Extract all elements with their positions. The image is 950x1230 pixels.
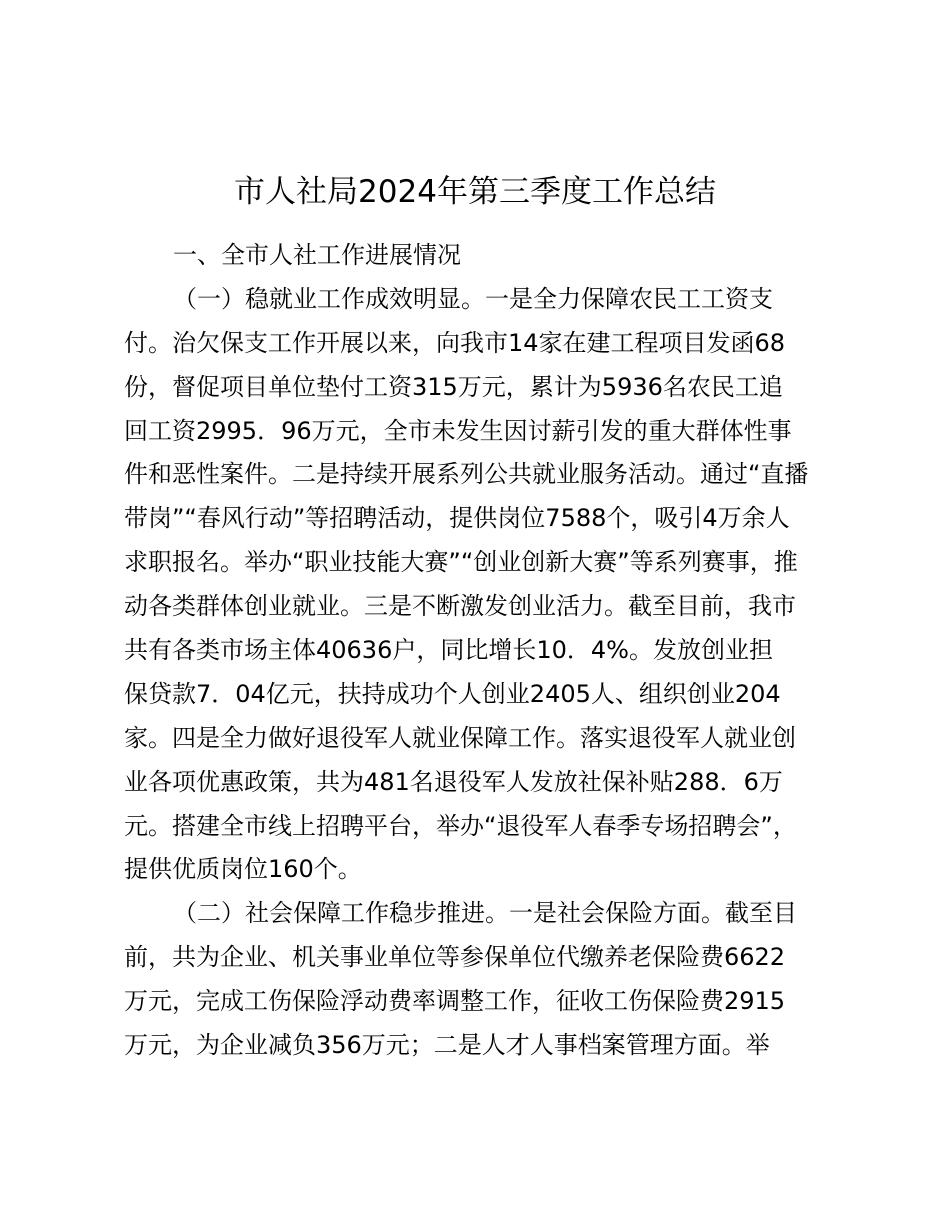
paragraph-line: 共有各类市场主体40636户，同比增长10．4%。发放创业担 [124, 636, 773, 665]
section-heading: 一、全市人社工作进展情况 [173, 241, 461, 269]
paragraph-line: 份，督促项目单位垫付工资315万元，累计为5936名农民工追 [124, 372, 783, 401]
paragraph-line: 求职报名。举办“职业技能大赛”“创业创新大赛”等系列赛事，推 [124, 548, 798, 577]
paragraph-social-security [124, 894, 836, 1070]
document-title: 市人社局2024年第三季度工作总结 [234, 174, 716, 210]
paragraph-line: 元。搭建全市线上招聘平台，举办“退役军人春季专场招聘会”， [124, 811, 797, 840]
paragraph-line: 保贷款7．04亿元，扶持成功个人创业2405人、组织创业204 [124, 679, 781, 708]
paragraph-line: 付。治欠保支工作开展以来，向我市14家在建工程项目发函68 [124, 328, 786, 357]
paragraph-line: 带岗”“春风行动”等招聘活动，提供岗位7588个，吸引4万余人 [124, 504, 790, 533]
paragraph-line: （一）稳就业工作成效明显。一是全力保障农民工工资支 [173, 284, 773, 313]
document-body [124, 236, 836, 1070]
paragraph-line: 前，共为企业、机关事业单位等参保单位代缴养老保险费6622 [124, 943, 786, 972]
paragraph-line: 件和恶性案件。二是持续开展系列公共就业服务活动。通过“直播 [124, 460, 809, 489]
paragraph-line: 动各类群体创业就业。三是不断激发创业活力。截至目前，我市 [124, 592, 796, 621]
paragraph-line: 万元，完成工伤保险浮动费率调整工作，征收工伤保险费2915 [124, 987, 786, 1016]
paragraph-line: 万元，为企业减负356万元；二是人才人事档案管理方面。举 [124, 1031, 770, 1060]
paragraph-line: 回工资2995．96万元，全市未发生因讨薪引发的重大群体性事 [124, 416, 792, 445]
paragraph-employment [124, 280, 836, 894]
paragraph-line: 业各项优惠政策，共为481名退役军人发放社保补贴288．6万 [124, 767, 783, 796]
paragraph-line: （二）社会保障工作稳步推进。一是社会保险方面。截至目 [173, 899, 797, 928]
paragraph-line: 提供优质岗位160个。 [124, 855, 362, 884]
paragraph-line: 家。四是全力做好退役军人就业保障工作。落实退役军人就业创 [124, 723, 796, 752]
